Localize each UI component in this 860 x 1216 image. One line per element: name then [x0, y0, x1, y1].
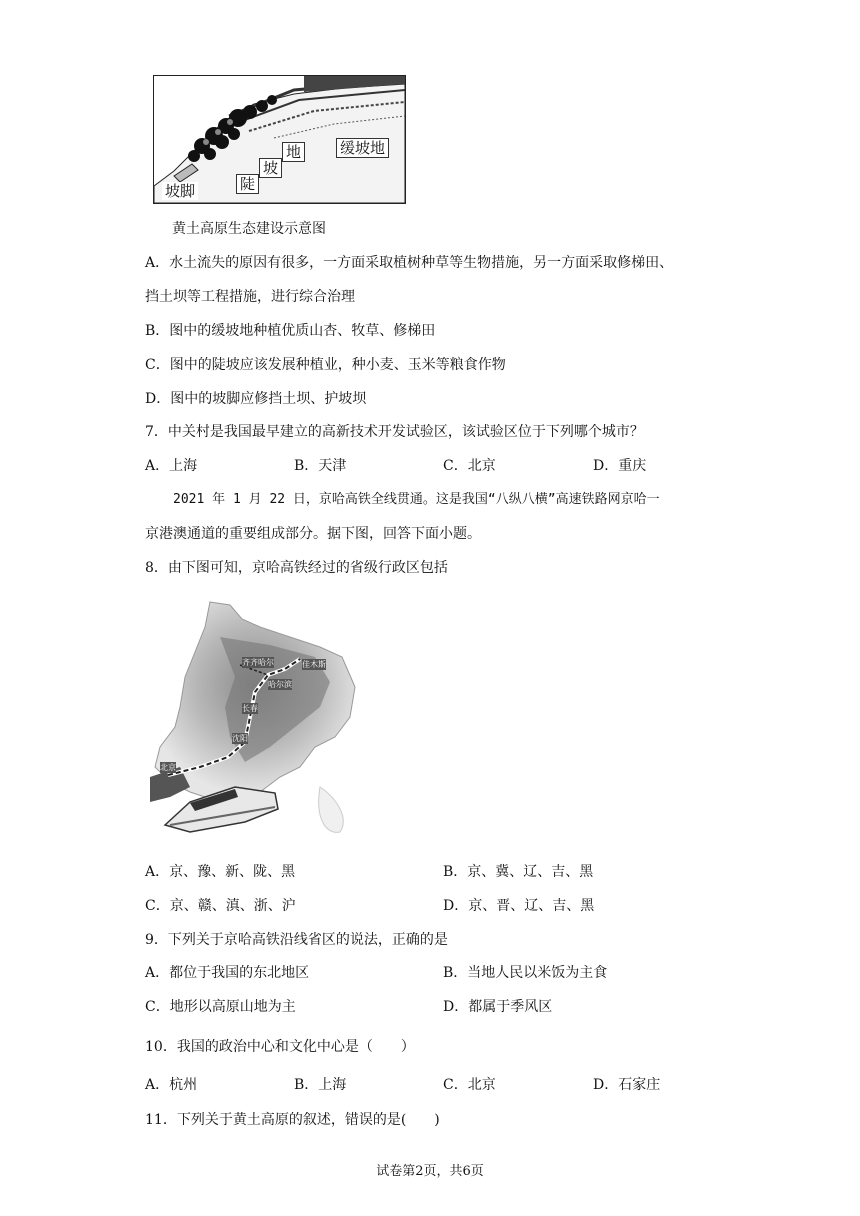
- q6-option-c: C．图中的陡坡应该发展种植业，种小麦、玉米等粮食作物: [145, 357, 506, 373]
- q9-option-c: C．地形以高原山地为主: [145, 999, 296, 1015]
- q10-option-c: C．北京: [443, 1077, 496, 1093]
- loess-plateau-diagram: [153, 75, 406, 204]
- q6-option-b: B．图中的缓坡地种植优质山杏、牧草、修梯田: [145, 323, 436, 339]
- map-city-jiamusi: 佳木斯: [302, 660, 326, 669]
- q9-option-b: B．当地人民以米饭为主食: [443, 965, 608, 981]
- q7-option-a: A．上海: [145, 458, 198, 474]
- q8-stem: 8．由下图可知，京哈高铁经过的省级行政区包括: [145, 560, 448, 576]
- beijing-harbin-railway-map: [150, 597, 372, 842]
- map-city-beijing: 北京: [160, 763, 176, 772]
- map-city-shenyang: 沈阳: [232, 734, 248, 743]
- map-city-qiqihar: 齐齐哈尔: [242, 658, 274, 667]
- q7-option-d: D．重庆: [593, 458, 647, 474]
- q11-stem: 11．下列关于黄土高原的叙述，错误的是( ): [145, 1112, 440, 1128]
- label-land: 地: [282, 142, 305, 162]
- q10-option-d: D．石家庄: [593, 1077, 661, 1093]
- q7-stem: 7．中关村是我国最早建立的高新技术开发试验区，该试验区位于下列哪个城市？: [145, 424, 644, 440]
- label-slope-foot: 坡脚: [162, 182, 198, 200]
- q10-option-a: A．杭州: [145, 1077, 198, 1093]
- q9-option-a: A．都位于我国的东北地区: [145, 965, 310, 981]
- q8-option-a: A．京、豫、新、陇、黑: [145, 864, 296, 880]
- q8-option-d: D．京、晋、辽、吉、黑: [443, 898, 595, 914]
- passage-line2: 京港澳通道的重要组成部分。据下图，回答下面小题。: [145, 526, 481, 542]
- q10-option-b: B．上海: [294, 1077, 347, 1093]
- q8-option-c: C．京、赣、滇、浙、沪: [145, 898, 296, 914]
- label-steep: 陡: [236, 174, 259, 194]
- q10-stem: 10．我国的政治中心和文化中心是（ ）: [145, 1039, 415, 1055]
- passage-line1: 2021 年 1 月 22 日，京哈高铁全线贯通。这是我国“八纵八横”高速铁路网京哈一: [173, 492, 660, 507]
- label-gentle-slope: 缓坡地: [336, 138, 389, 158]
- figure-caption: 黄土高原生态建设示意图: [172, 221, 326, 237]
- q7-option-c: C．北京: [443, 458, 496, 474]
- q9-stem: 9．下列关于京哈高铁沿线省区的说法，正确的是: [145, 932, 448, 948]
- label-slope: 坡: [259, 158, 282, 178]
- q8-option-b: B．京、冀、辽、吉、黑: [443, 864, 594, 880]
- q9-option-d: D．都属于季风区: [443, 999, 553, 1015]
- map-city-harbin: 哈尔滨: [268, 680, 292, 689]
- page-footer: 试卷第2页，共6页: [376, 1164, 484, 1179]
- railway-map-illustration: [150, 597, 372, 842]
- q7-option-b: B．天津: [294, 458, 347, 474]
- map-city-changchun: 长春: [242, 704, 258, 713]
- q6-option-d: D．图中的坡脚应修挡土坝、护坡坝: [145, 391, 367, 407]
- q6-option-a-line1: A．水土流失的原因有很多，一方面采取植树种草等生物措施，另一方面采取修梯田、: [145, 255, 674, 271]
- q6-option-a-line2: 挡土坝等工程措施，进行综合治理: [145, 289, 355, 305]
